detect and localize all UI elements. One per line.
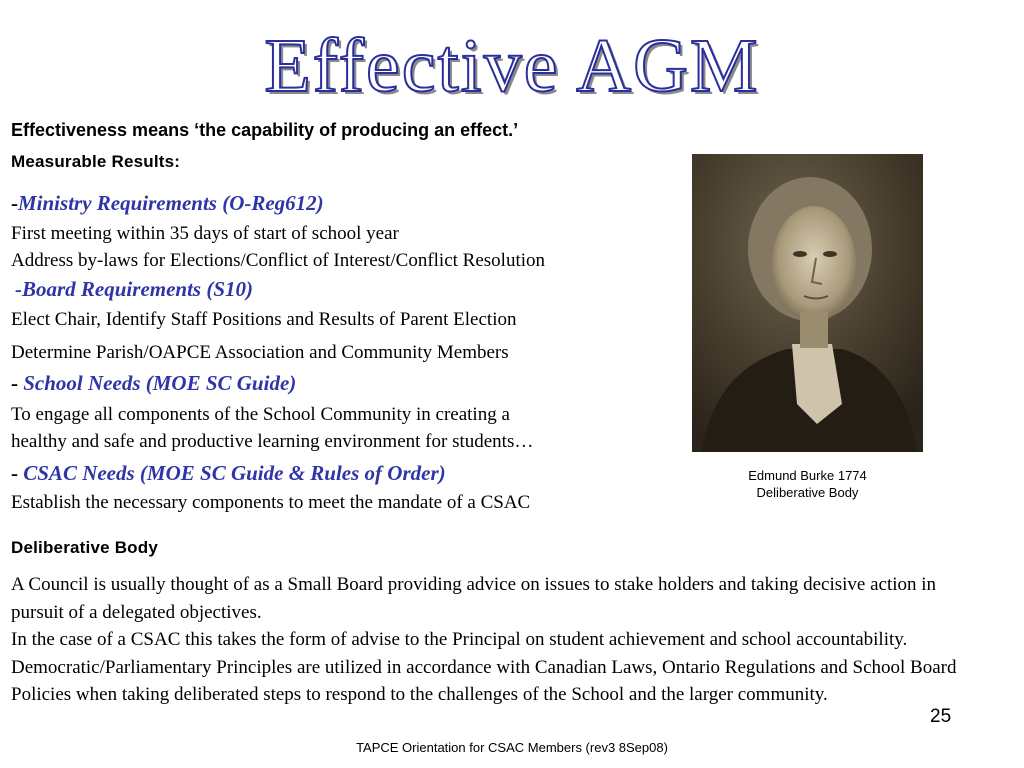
section-line: First meeting within 35 days of start of school year xyxy=(11,223,399,244)
paragraph-council: A Council is usually thought of as a Small Board providing advice on issues to stake holders and taking decisive action in pursuit of a delegated objectives. xyxy=(11,574,937,623)
section-line: healthy and safe and productive learning environment for students… xyxy=(11,431,534,452)
section-board-heading xyxy=(15,277,253,302)
lead-definition: Effectiveness means ‘the capability of producing an effect.’ xyxy=(11,120,519,140)
section-line: Address by-laws for Elections/Conflict of Interest/Conflict Resolution xyxy=(11,250,546,271)
page-number: 25 xyxy=(930,706,952,727)
section-line: To engage all components of the School Community in creating a xyxy=(11,404,510,425)
section-title: Board Requirements (S10) xyxy=(22,277,254,301)
caption-line-1: Edmund Burke 1774 xyxy=(748,468,867,483)
section-dash: - xyxy=(11,191,18,215)
section-line: Establish the necessary components to meet the mandate of a CSAC xyxy=(11,492,531,513)
footer-text: TAPCE Orientation for CSAC Members (rev3 8Sep08) xyxy=(356,740,668,755)
section-line: Determine Parish/OAPCE Association and Community Members xyxy=(11,342,509,363)
section-dash: - xyxy=(11,371,24,395)
measurable-results-heading: Measurable Results: xyxy=(11,152,181,171)
paragraph-csac: In the case of a CSAC this takes the form of advise to the Principal on student achievement and school accountability. Democratic/Parliamentary Principles are utilized in accordance with Canadian Laws, Ontario Regulations and School Board Policies when taking deliberated steps to respond to the challenges of the School and the larger community. xyxy=(11,629,957,705)
section-line: Elect Chair, Identify Staff Positions and Results of Parent Election xyxy=(11,309,517,330)
section-dash: - xyxy=(15,277,22,301)
caption-line-2: Deliberative Body xyxy=(756,485,859,500)
slide-title: Effective AGM xyxy=(264,24,760,108)
edmund-burke-portrait xyxy=(692,154,923,452)
deliberative-body-heading: Deliberative Body xyxy=(11,538,159,557)
section-ministry-heading xyxy=(11,191,324,216)
section-dash: - xyxy=(11,461,24,485)
section-title: School Needs (MOE SC Guide) xyxy=(23,371,297,395)
section-csac-heading xyxy=(11,461,446,486)
section-school-heading xyxy=(11,371,296,396)
portrait-caption xyxy=(692,467,923,501)
section-title: CSAC Needs (MOE SC Guide & Rules of Order) xyxy=(23,461,446,485)
section-title: Ministry Requirements (O-Reg612) xyxy=(18,191,324,215)
